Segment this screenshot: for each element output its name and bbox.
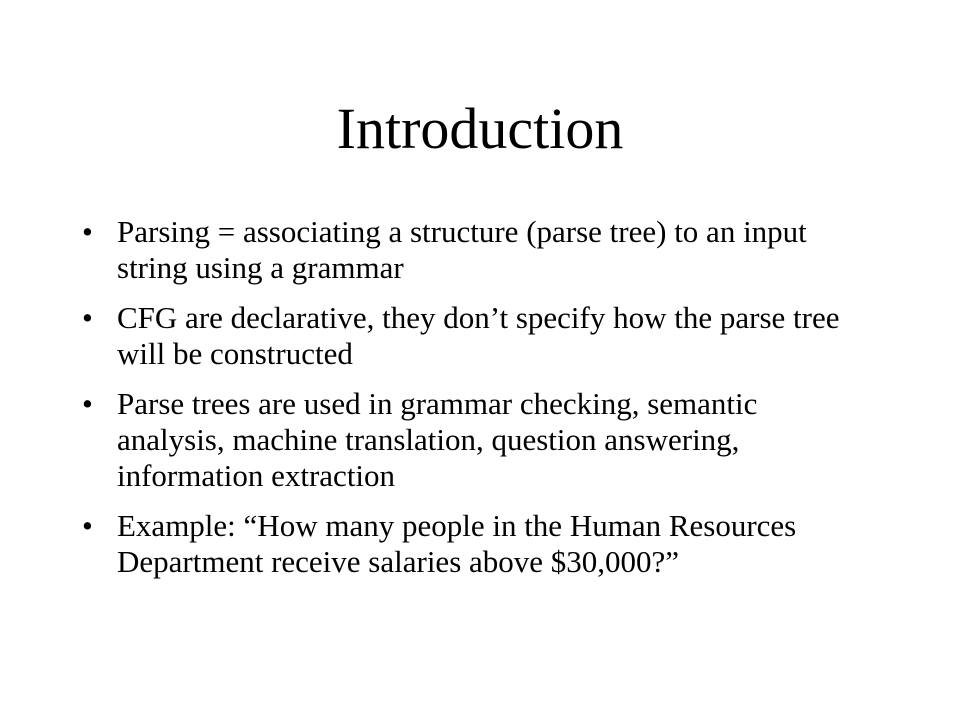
bullet-text: Example: “How many people in the Human Resources Department receive salaries above $30,000?” [117,508,797,579]
bullet-item [80,214,860,286]
bullet-marker: • [82,508,93,543]
bullet-list [80,214,860,594]
slide-title: Introduction [336,96,624,161]
bullet-item [80,300,860,372]
bullet-marker: • [82,214,93,249]
bullet-marker: • [82,386,93,421]
bullet-item [80,508,860,580]
bullet-text: Parsing = associating a structure (parse tree) to an input string using a grammar [117,214,807,285]
bullet-item [80,386,860,494]
bullet-text: CFG are declarative, they don’t specify how the parse tree will be constructed [117,300,840,371]
bullet-marker: • [82,300,93,335]
bullet-text: Parse trees are used in grammar checking, semantic analysis, machine translation, question answering, information extraction [117,386,758,493]
